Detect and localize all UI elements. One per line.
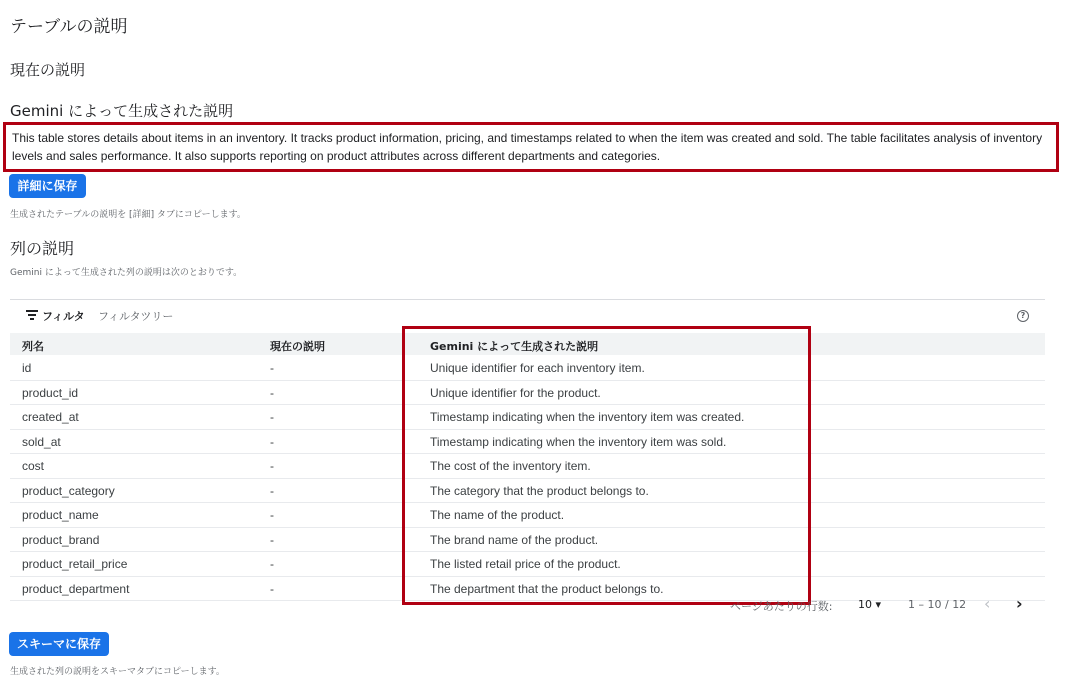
column-name-cell: sold_at — [22, 434, 61, 449]
gemini-description-cell: The cost of the inventory item. — [430, 459, 591, 473]
current-description-cell: - — [270, 508, 274, 522]
save-to-details-button[interactable]: 詳細に保存 — [9, 174, 86, 198]
gemini-description-heading: Gemini によって生成された説明 — [10, 102, 234, 120]
current-description-cell: - — [270, 434, 274, 449]
next-page-icon[interactable]: › — [1016, 594, 1023, 613]
column-name-cell: created_at — [22, 410, 79, 424]
gemini-description-cell: The category that the product belongs to. — [430, 483, 649, 498]
column-description-heading: 列の説明 — [10, 239, 75, 258]
gemini-description-cell: Timestamp indicating when the inventory item was created. — [430, 410, 745, 424]
header-column-name[interactable]: 列名 — [22, 340, 44, 353]
save-to-schema-note: 生成された列の説明をスキーマタブにコピーします。 — [10, 667, 225, 677]
column-name-cell: product_name — [22, 508, 99, 522]
current-description-cell: - — [270, 581, 274, 596]
gemini-description-cell: The listed retail price of the product. — [430, 557, 621, 571]
rows-per-page-value: 10 — [858, 598, 872, 611]
dropdown-arrow-icon: ▾ — [875, 598, 882, 611]
current-description-cell: - — [270, 410, 274, 424]
save-to-details-note: 生成されたテーブルの説明を [詳細] タブにコピーします。 — [10, 210, 246, 220]
help-icon[interactable]: ? — [1017, 310, 1029, 322]
column-name-cell: id — [22, 361, 32, 375]
column-description-note: Gemini によって生成された列の説明は次のとおりです。 — [10, 268, 243, 278]
pagination — [730, 596, 1050, 616]
current-description-cell: - — [270, 532, 274, 547]
column-name-cell: cost — [22, 459, 45, 473]
save-to-schema-button[interactable]: スキーマに保存 — [9, 632, 109, 656]
header-gemini-description[interactable]: Gemini によって生成された説明 — [430, 340, 599, 353]
page-title: テーブルの説明 — [10, 17, 128, 37]
page-range: 1 – 10 / 12 — [908, 598, 967, 611]
gemini-description-cell: The brand name of the product. — [430, 532, 599, 547]
current-description-cell: - — [270, 459, 274, 473]
column-name-cell: product_id — [22, 385, 79, 400]
current-description-cell: - — [270, 483, 274, 498]
filter-list-icon[interactable] — [26, 310, 38, 320]
filter-tree-input[interactable]: フィルタツリー — [98, 310, 174, 323]
divider — [10, 299, 1045, 300]
column-name-cell: product_brand — [22, 532, 100, 547]
gemini-description-cell: Timestamp indicating when the inventory item was sold. — [430, 434, 727, 449]
gemini-description-cell: The department that the product belongs to. — [430, 581, 664, 596]
current-description-heading: 現在の説明 — [10, 61, 86, 79]
gemini-description-cell: The name of the product. — [430, 508, 565, 522]
rows-per-page-select[interactable] — [858, 598, 881, 611]
current-description-cell: - — [270, 557, 274, 571]
previous-page-icon[interactable]: ‹ — [984, 594, 991, 613]
gemini-description-cell: Unique identifier for the product. — [430, 385, 601, 400]
gemini-column-highlight — [402, 326, 811, 605]
generated-description-highlight — [3, 122, 1059, 172]
generated-description-text: This table stores details about items in an inventory. It tracks product information, pricing, and timestamps related to when the item was created and sold. The table facilitates analysis of inventory levels and sales performance. It also supports reporting on product attributes across different departments and categories. — [12, 131, 1043, 163]
gemini-description-cell: Unique identifier for each inventory item. — [430, 361, 645, 375]
column-name-cell: product_retail_price — [22, 557, 128, 571]
current-description-cell: - — [270, 361, 274, 375]
current-description-cell: - — [270, 385, 274, 400]
header-current-description[interactable]: 現在の説明 — [270, 340, 325, 353]
column-name-cell: product_department — [22, 581, 130, 596]
column-name-cell: product_category — [22, 483, 115, 498]
filter-label[interactable]: フィルタ — [42, 310, 85, 323]
rows-per-page-label: ページあたりの行数: — [730, 600, 833, 613]
